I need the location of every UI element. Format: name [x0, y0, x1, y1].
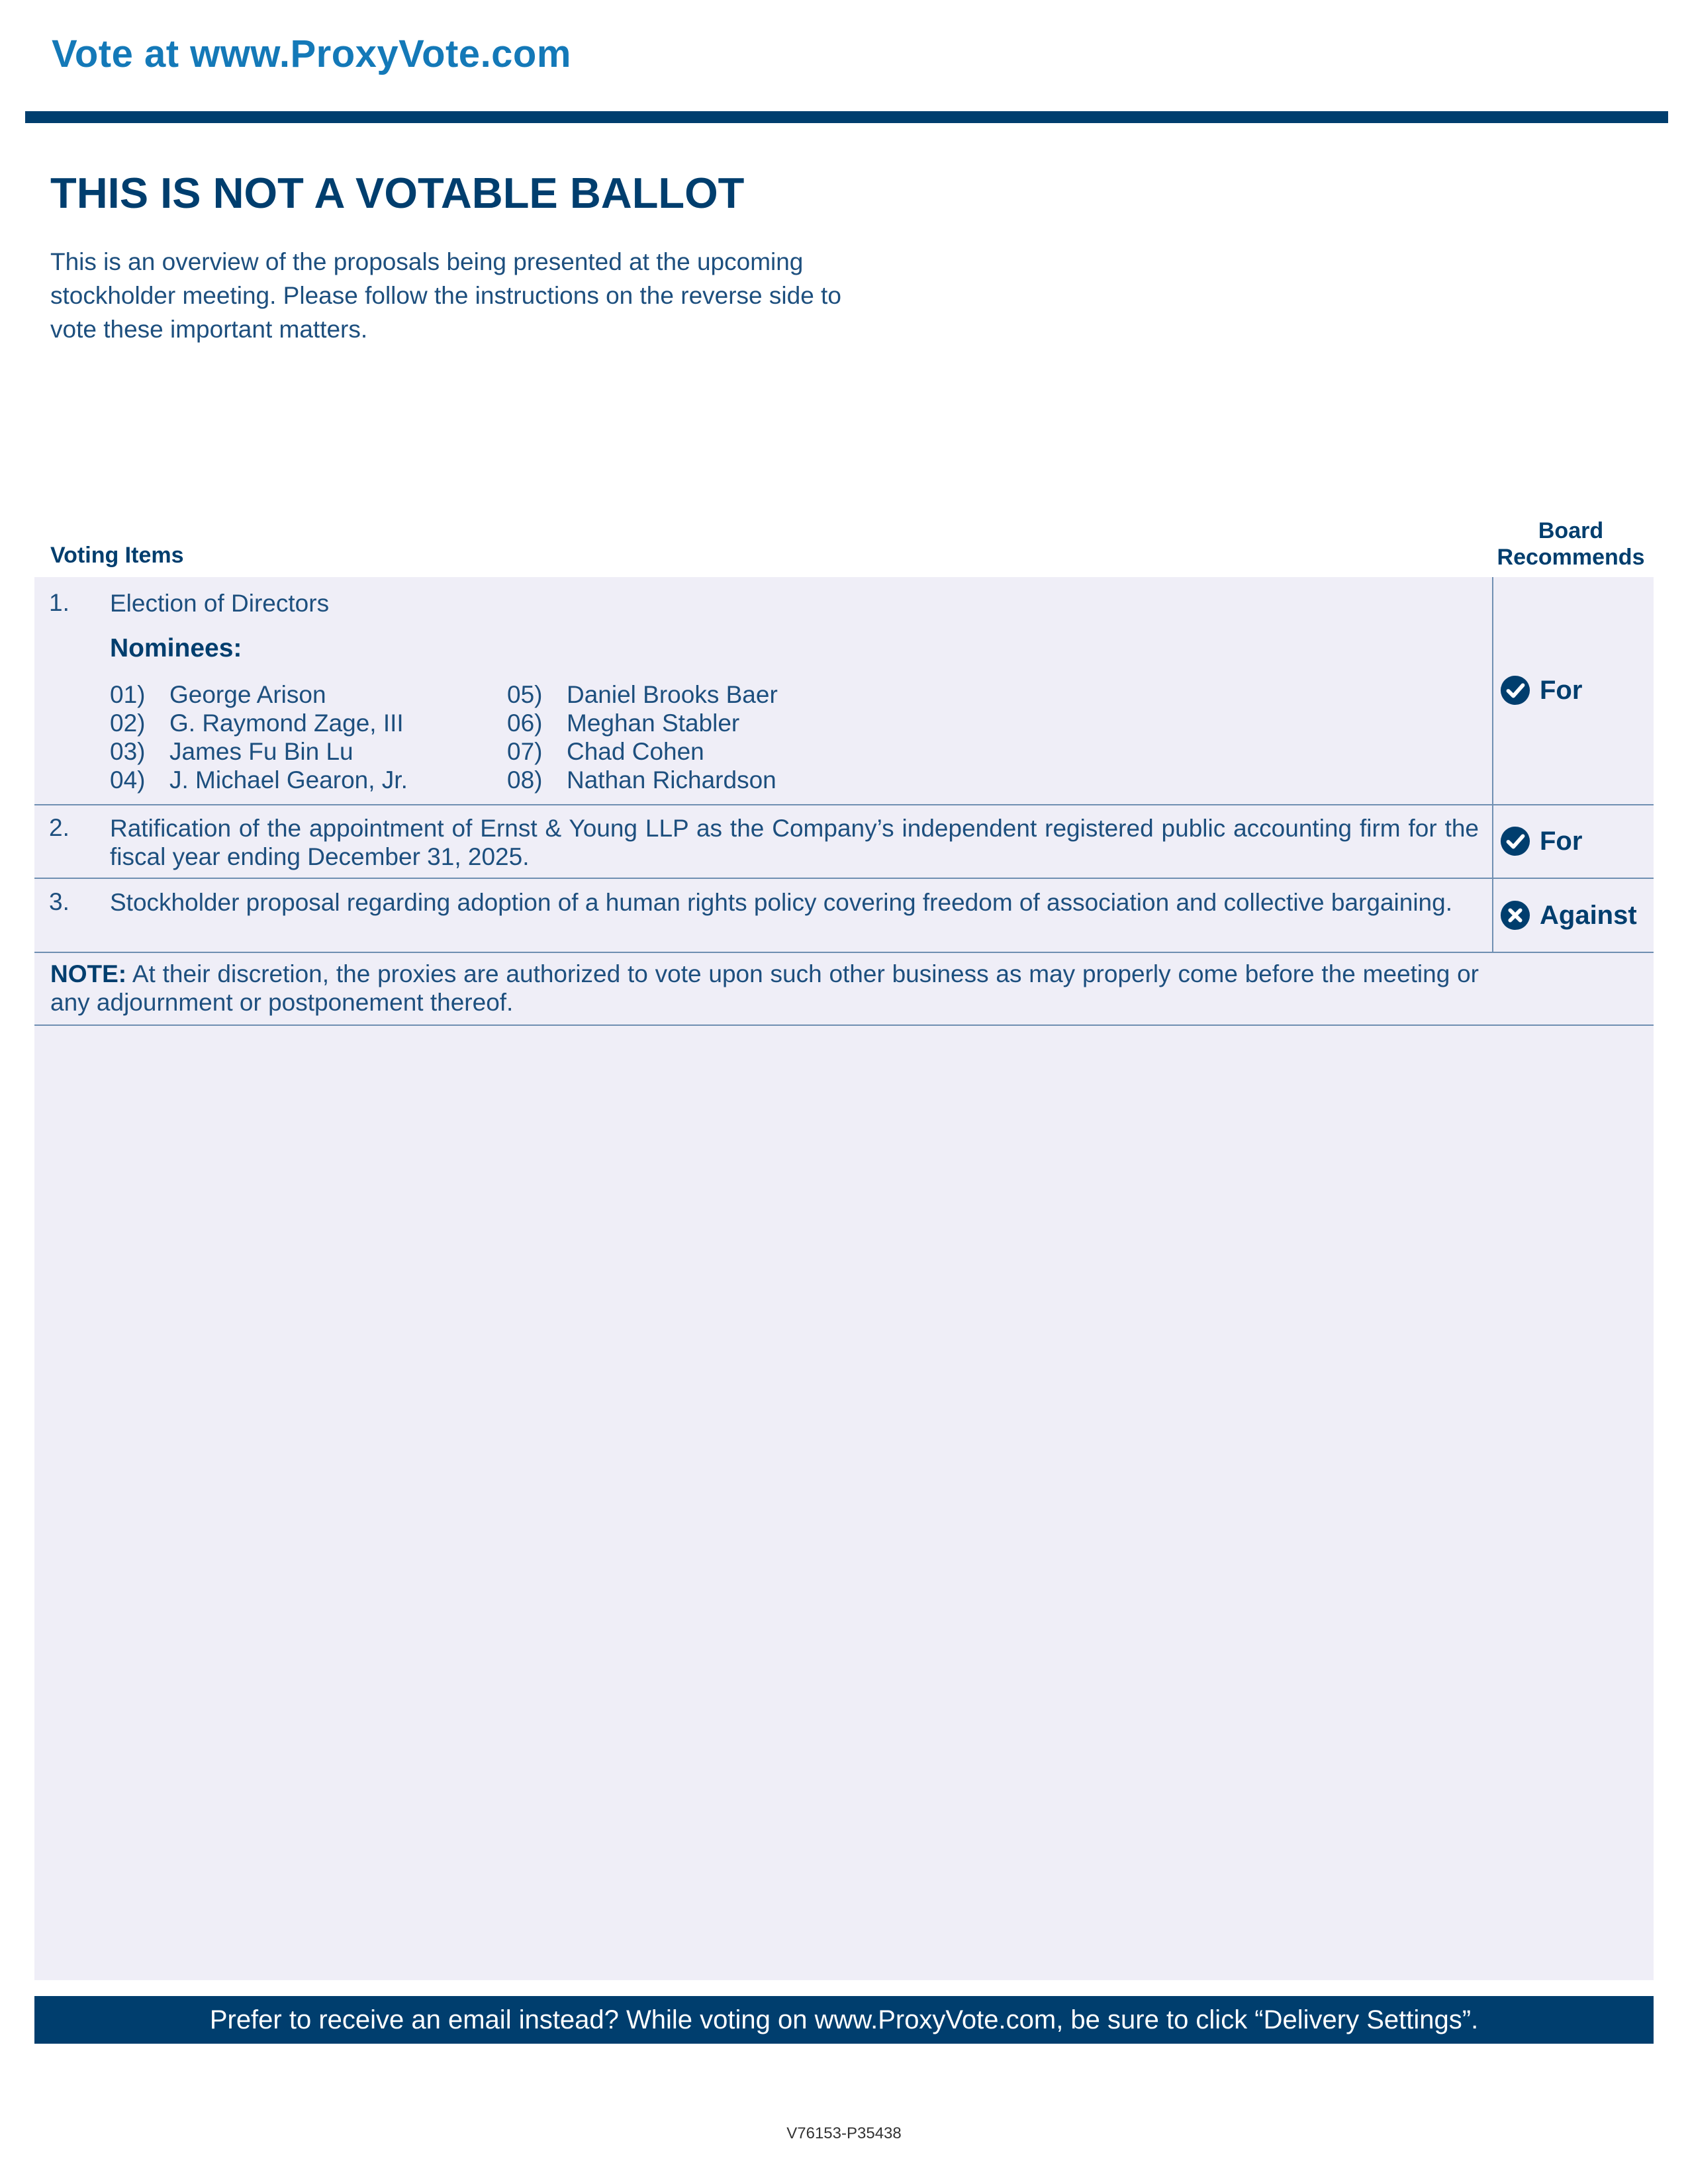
nominee-number: 05) [507, 681, 543, 708]
nominee-06 [507, 709, 778, 737]
intro-paragraph: This is an overview of the proposals being presented at the upcoming stockholder meeting. Please follow the instructions on the reverse side to vote these important matters. [50, 248, 841, 343]
item-1-text: Election of Directors [110, 590, 330, 617]
nominee-number: 04) [110, 766, 146, 794]
row-divider [34, 804, 1654, 805]
nominee-name: Chad Cohen [567, 738, 704, 765]
delivery-settings-text: Prefer to receive an email instead? While voting on www.ProxyVote.com, be sure to click “Delivery Settings”. [209, 2005, 1479, 2034]
nominee-number: 08) [507, 766, 543, 794]
item-2-text: Ratification of the appointment of Ernst & Young LLP as the Company’s independent registered public accounting firm for the fiscal year ending December 31, 2025. [110, 815, 1479, 870]
item-1-number: 1. [49, 589, 70, 616]
nominee-name: Meghan Stabler [567, 709, 740, 737]
nominee-name: Daniel Brooks Baer [567, 681, 778, 708]
nominees-label: Nominees: [110, 634, 242, 662]
nominee-08 [507, 766, 778, 794]
job-code: V76153-P35438 [786, 2124, 902, 2142]
board-recommends-header-line1: Board [1538, 518, 1604, 543]
nominee-number: 02) [110, 709, 146, 737]
nominee-03 [110, 737, 408, 766]
check-circle-icon [1500, 675, 1530, 705]
recommendation-label: For [1540, 826, 1583, 856]
note-text: At their discretion, the proxies are authorized to vote upon such other business as may properly come before the meeting or any adjournment or postponement thereof. [50, 960, 1479, 1016]
nominee-number: 06) [507, 709, 543, 737]
page-title: THIS IS NOT A VOTABLE BALLOT [50, 169, 745, 217]
item-3-number: 3. [49, 888, 70, 915]
row-divider [34, 878, 1654, 879]
board-recommends-header-line2: Recommends [1497, 545, 1645, 570]
x-circle-icon [1500, 900, 1530, 931]
nominee-07 [507, 737, 778, 766]
nominee-number: 07) [507, 738, 543, 765]
recommendation-label: For [1540, 675, 1583, 705]
nominees-list-left [110, 680, 408, 794]
nominee-name: J. Michael Gearon, Jr. [169, 766, 408, 794]
nominee-04 [110, 766, 408, 794]
item-1-recommendation [1500, 675, 1582, 705]
nominee-number: 01) [110, 681, 146, 708]
nominee-name: George Arison [169, 681, 326, 708]
item-2-number: 2. [49, 814, 70, 841]
nominee-name: Nathan Richardson [567, 766, 776, 794]
nominee-01 [110, 680, 408, 709]
item-2-recommendation [1500, 826, 1582, 856]
check-circle-icon [1500, 826, 1530, 856]
nominee-name: James Fu Bin Lu [169, 738, 353, 765]
nominee-name: G. Raymond Zage, III [169, 709, 404, 737]
nominee-number: 03) [110, 738, 146, 765]
vote-url-header: Vote at www.ProxyVote.com [52, 32, 571, 75]
note-paragraph [50, 960, 1479, 1017]
nominees-list-right [507, 680, 778, 794]
nominee-05 [507, 680, 778, 709]
row-divider [34, 952, 1654, 953]
recommendation-label: Against [1540, 900, 1637, 930]
nominee-02 [110, 709, 408, 737]
row-divider [34, 1024, 1654, 1026]
board-recommends-header [1488, 518, 1654, 570]
item-3-text: Stockholder proposal regarding adoption of a human rights policy covering freedom of association and collective bargaining. [110, 889, 1452, 916]
delivery-settings-banner [34, 1996, 1654, 2044]
voting-items-header: Voting Items [50, 543, 184, 568]
header-rule [25, 111, 1668, 123]
note-label: NOTE: [50, 960, 127, 987]
item-3-recommendation [1500, 900, 1637, 931]
recommendation-column-divider [1492, 577, 1493, 953]
